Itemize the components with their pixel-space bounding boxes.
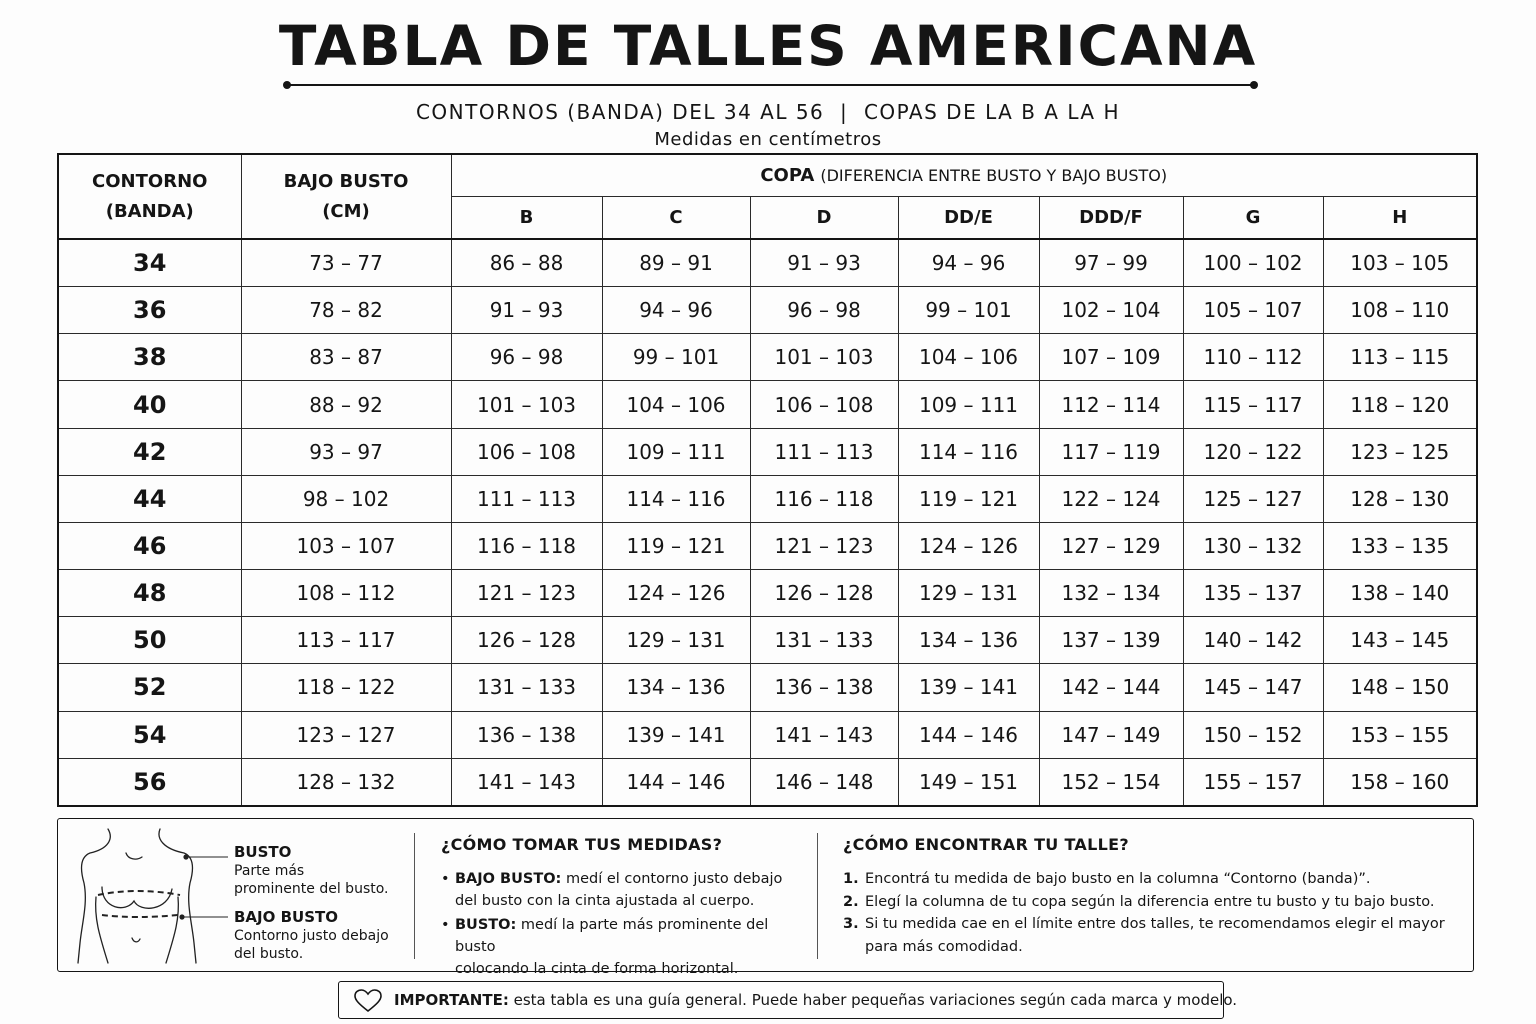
cup-value-cell: 142 – 144 [1039,664,1183,711]
cup-column-header: DD/E [898,197,1039,240]
band-cell: 40 [58,381,241,428]
unit-note: Medidas en centímetros [654,129,882,150]
band-cell: 46 [58,522,241,569]
busto-desc-line1: Parte más [234,863,305,879]
cup-value-cell: 143 – 145 [1323,617,1477,664]
page-title: TABLA DE TALLES AMERICANA [278,14,1258,78]
table-row [58,570,1477,617]
step-item [843,913,1463,958]
cup-value-cell: 111 – 113 [451,475,602,522]
cup-value-cell: 134 – 136 [898,617,1039,664]
divider-dot-right [1250,81,1258,89]
table-row [58,522,1477,569]
table-row [58,758,1477,806]
cup-value-cell: 148 – 150 [1323,664,1477,711]
cup-value-cell: 131 – 133 [451,664,602,711]
cup-value-cell: 99 – 101 [898,287,1039,334]
cup-value-cell: 129 – 131 [898,570,1039,617]
measure-item-text2: del busto con la cinta ajustada al cuerpo. [455,893,755,909]
measure-item-label: BUSTO: [455,917,517,933]
busto-title: BUSTO [234,843,292,861]
cup-value-cell: 117 – 119 [1039,428,1183,475]
band-cell: 52 [58,664,241,711]
cup-value-cell: 152 – 154 [1039,758,1183,806]
table-row [58,664,1477,711]
table-row [58,617,1477,664]
cup-value-cell: 114 – 116 [898,428,1039,475]
cup-value-cell: 145 – 147 [1183,664,1323,711]
cup-value-cell: 101 – 103 [451,381,602,428]
cup-value-cell: 141 – 143 [750,711,898,758]
table-row [58,711,1477,758]
cup-value-cell: 134 – 136 [602,664,750,711]
cup-value-cell: 86 – 88 [451,239,602,287]
cup-value-cell: 119 – 121 [898,475,1039,522]
table-row [58,475,1477,522]
bajo-busto-title: BAJO BUSTO [234,908,338,926]
cup-value-cell: 96 – 98 [451,334,602,381]
cup-value-cell: 121 – 123 [451,570,602,617]
cup-header [451,154,1477,197]
cup-value-cell: 106 – 108 [750,381,898,428]
cup-value-cell: 111 – 113 [750,428,898,475]
cup-value-cell: 121 – 123 [750,522,898,569]
cup-value-cell: 107 – 109 [1039,334,1183,381]
cup-value-cell: 140 – 142 [1183,617,1323,664]
band-header-line2: (BANDA) [105,200,194,222]
cup-value-cell: 126 – 128 [451,617,602,664]
cup-column-header: H [1323,197,1477,240]
underbust-cell: 128 – 132 [241,758,451,806]
underbust-header-line2: (CM) [322,200,370,222]
cup-value-cell: 106 – 108 [451,428,602,475]
step-item [843,868,1463,891]
cup-value-cell: 116 – 118 [451,522,602,569]
cup-value-cell: 147 – 149 [1039,711,1183,758]
band-cell: 36 [58,287,241,334]
cup-value-cell: 128 – 130 [1323,475,1477,522]
measure-item-text2: colocando la cinta de forma horizontal. [455,961,739,977]
section-divider [817,833,818,959]
underbust-cell: 108 – 112 [241,570,451,617]
cup-value-cell: 124 – 126 [898,522,1039,569]
step-number: 1. [843,871,859,887]
band-cell: 42 [58,428,241,475]
underbust-cell: 78 – 82 [241,287,451,334]
measure-item-text: medí la parte más prominente del busto [455,917,769,955]
cup-value-cell: 150 – 152 [1183,711,1323,758]
table-row [58,239,1477,287]
underbust-cell: 103 – 107 [241,522,451,569]
cup-value-cell: 89 – 91 [602,239,750,287]
band-cell: 34 [58,239,241,287]
bajo-busto-label [234,908,389,963]
cup-value-cell: 103 – 105 [1323,239,1477,287]
cup-value-cell: 114 – 116 [602,475,750,522]
cup-value-cell: 126 – 128 [750,570,898,617]
cup-value-cell: 112 – 114 [1039,381,1183,428]
cup-value-cell: 116 – 118 [750,475,898,522]
cup-value-cell: 118 – 120 [1323,381,1477,428]
cup-value-cell: 144 – 146 [898,711,1039,758]
cup-value-cell: 99 – 101 [602,334,750,381]
cup-value-cell: 158 – 160 [1323,758,1477,806]
band-cell: 48 [58,570,241,617]
cup-value-cell: 144 – 146 [602,758,750,806]
band-header [58,154,241,239]
cup-value-cell: 139 – 141 [602,711,750,758]
cup-value-cell: 108 – 110 [1323,287,1477,334]
underbust-cell: 118 – 122 [241,664,451,711]
important-note [338,981,1238,1019]
cup-column-header: B [451,197,602,240]
important-text [394,982,1237,1018]
table-body [58,239,1477,806]
underbust-cell: 123 – 127 [241,711,451,758]
cup-value-cell: 101 – 103 [750,334,898,381]
size-table [57,153,1478,807]
cup-column-header: C [602,197,750,240]
cup-value-cell: 131 – 133 [750,617,898,664]
cup-value-cell: 137 – 139 [1039,617,1183,664]
underbust-cell: 88 – 92 [241,381,451,428]
busto-label [234,843,389,898]
cup-value-cell: 96 – 98 [750,287,898,334]
step-text: Encontrá tu medida de bajo busto en la columna “Contorno (banda)”. [865,871,1371,887]
cup-value-cell: 129 – 131 [602,617,750,664]
band-cell: 54 [58,711,241,758]
step-item [843,891,1463,914]
bajo-busto-desc-line2: del busto. [234,946,304,962]
table-row [58,287,1477,334]
cup-value-cell: 94 – 96 [602,287,750,334]
title-divider [287,84,1254,86]
step-text-cont: para más comodidad. [865,938,1023,955]
measure-item-label: BAJO BUSTO: [455,871,562,887]
cup-value-cell: 127 – 129 [1039,522,1183,569]
cup-value-cell: 109 – 111 [602,428,750,475]
cup-column-header: D [750,197,898,240]
cup-value-cell: 125 – 127 [1183,475,1323,522]
info-panel [57,818,1474,977]
cup-value-cell: 149 – 151 [898,758,1039,806]
how-to-measure-list [441,868,801,982]
cup-value-cell: 124 – 126 [602,570,750,617]
cup-value-cell: 91 – 93 [750,239,898,287]
cup-value-cell: 139 – 141 [898,664,1039,711]
step-number: 3. [843,916,859,932]
torso-measurement-icon [68,823,233,969]
cup-value-cell: 91 – 93 [451,287,602,334]
important-body: esta tabla es una guía general. Puede haber pequeñas variaciones según cada marca y modelo. [508,991,1238,1009]
cup-value-cell: 115 – 117 [1183,381,1323,428]
how-to-measure-title: ¿CÓMO TOMAR TUS MEDIDAS? [441,835,723,854]
cup-value-cell: 133 – 135 [1323,522,1477,569]
underbust-cell: 113 – 117 [241,617,451,664]
cup-value-cell: 136 – 138 [750,664,898,711]
step-text: Si tu medida cae en el límite entre dos talles, te recomendamos elegir el mayor [865,916,1445,932]
cup-header-label: COPA [760,165,815,186]
find-size-title: ¿CÓMO ENCONTRAR TU TALLE? [843,835,1129,854]
cup-value-cell: 136 – 138 [451,711,602,758]
underbust-cell: 98 – 102 [241,475,451,522]
measure-item-underbust [441,868,801,912]
subtitle: CONTORNOS (BANDA) DEL 34 AL 56 | COPAS DE LA B A LA H [415,100,1121,124]
cup-value-cell: 104 – 106 [898,334,1039,381]
band-header-line1: CONTORNO [92,170,208,192]
cup-value-cell: 123 – 125 [1323,428,1477,475]
underbust-cell: 93 – 97 [241,428,451,475]
cup-value-cell: 122 – 124 [1039,475,1183,522]
cup-header-note: (DIFERENCIA ENTRE BUSTO Y BAJO BUSTO) [820,166,1168,185]
important-label: IMPORTANTE: [394,991,509,1009]
underbust-header [241,154,451,239]
step-number: 2. [843,893,859,910]
cup-column-header: DDD/F [1039,197,1183,240]
cup-value-cell: 132 – 134 [1039,570,1183,617]
band-cell: 38 [58,334,241,381]
band-cell: 56 [58,758,241,806]
divider-dot-left [283,81,291,89]
cup-value-cell: 138 – 140 [1323,570,1477,617]
cup-value-cell: 135 – 137 [1183,570,1323,617]
cup-value-cell: 119 – 121 [602,522,750,569]
cup-value-cell: 113 – 115 [1323,334,1477,381]
underbust-cell: 83 – 87 [241,334,451,381]
cup-value-cell: 155 – 157 [1183,758,1323,806]
cup-value-cell: 153 – 155 [1323,711,1477,758]
cup-value-cell: 104 – 106 [602,381,750,428]
cup-column-header: G [1183,197,1323,240]
bajo-busto-desc-line1: Contorno justo debajo [234,928,389,944]
table-row [58,428,1477,475]
cup-value-cell: 97 – 99 [1039,239,1183,287]
cup-value-cell: 141 – 143 [451,758,602,806]
cup-value-cell: 110 – 112 [1183,334,1323,381]
cup-value-cell: 105 – 107 [1183,287,1323,334]
measure-item-bust [441,914,801,980]
cup-value-cell: 130 – 132 [1183,522,1323,569]
underbust-header-line1: BAJO BUSTO [283,170,409,192]
find-size-steps [843,868,1463,958]
step-text: Elegí la columna de tu copa según la diferencia entre tu busto y tu bajo busto. [865,893,1435,910]
underbust-cell: 73 – 77 [241,239,451,287]
table-row [58,334,1477,381]
cup-value-cell: 94 – 96 [898,239,1039,287]
cup-value-cell: 120 – 122 [1183,428,1323,475]
table-row [58,381,1477,428]
band-cell: 44 [58,475,241,522]
cup-value-cell: 102 – 104 [1039,287,1183,334]
cup-value-cell: 100 – 102 [1183,239,1323,287]
measure-item-text: medí el contorno justo debajo [561,871,783,887]
heart-icon [353,989,383,1013]
cup-value-cell: 146 – 148 [750,758,898,806]
cup-value-cell: 109 – 111 [898,381,1039,428]
section-divider [414,833,415,959]
band-cell: 50 [58,617,241,664]
busto-desc-line2: prominente del busto. [234,881,389,897]
